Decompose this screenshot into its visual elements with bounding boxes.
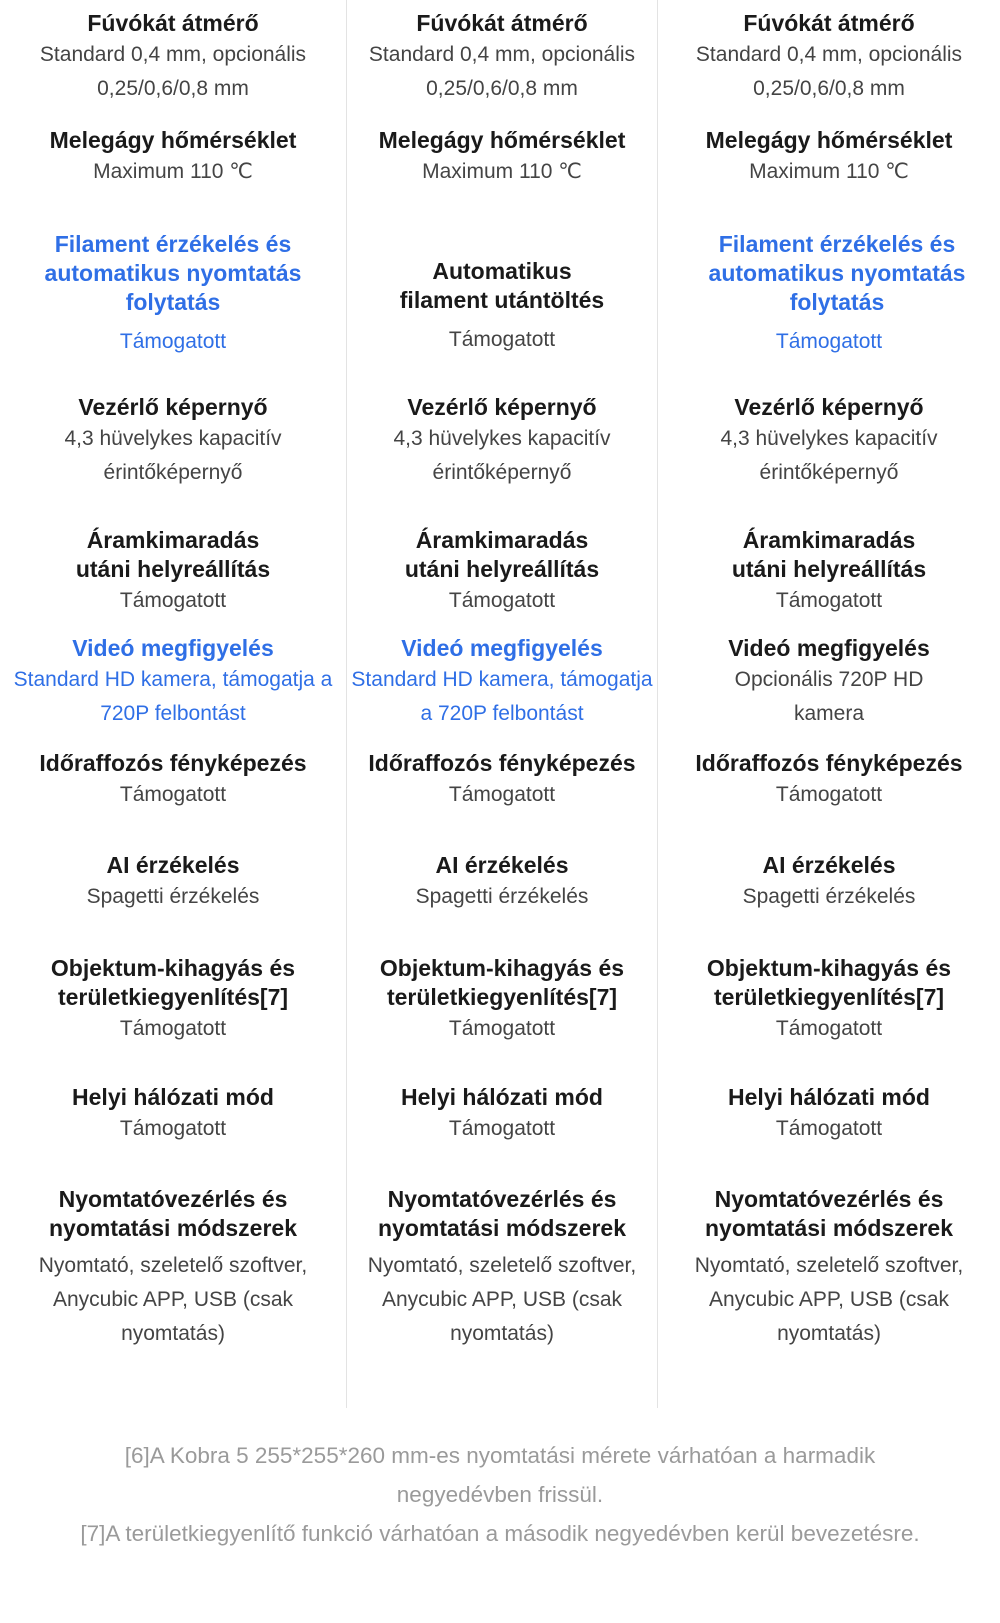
spec-timelapse [658,749,1000,812]
spec-value: Standard 0,4 mm, opcionális 0,25/0,6/0,8 mm [368,43,636,100]
spec-value: Támogatott [448,1017,556,1040]
spec-title: Időraffozós fényképezés [695,750,963,776]
spec-value: Spagetti érzékelés [742,885,916,908]
spec-value: Opcionális 720P HD kamera [734,668,924,725]
spec-bed-temp [0,126,346,189]
spec-title: Videó megfigyelés [401,635,603,661]
spec-value: Standard 0,4 mm, opcionális 0,25/0,6/0,8 mm [695,43,963,100]
spec-control [0,1185,346,1351]
spec-control [658,1185,1000,1351]
spec-lan [658,1083,1000,1146]
spec-title: AI érzékelés [435,852,569,878]
spec-power-recovery [0,526,346,618]
spec-title: Nyomtatóvezérlés és nyomtatási módszerek [705,1186,953,1241]
spec-title: AI érzékelés [762,852,896,878]
spec-value: 4,3 hüvelykes kapacitív érintőképernyő [393,427,611,484]
spec-power-recovery [658,526,1000,618]
spec-value: Támogatott [119,1017,227,1040]
spec-filament-refill [347,257,657,357]
spec-nozzle [0,9,346,106]
spec-value: Maximum 110 ℃ [93,160,253,183]
spec-value: 4,3 hüvelykes kapacitív érintőképernyő [64,427,282,484]
spec-title: Időraffozós fényképezés [39,750,307,776]
spec-ai [658,851,1000,914]
spec-bed-temp [658,126,1000,189]
spec-value: Támogatott [119,1117,227,1140]
spec-value: Támogatott [119,589,227,612]
footnote: [6]A Kobra 5 255*255*260 mm-es nyomtatási mérete várhatóan a harmadik negyedévben frissül. [124,1443,876,1507]
spec-value: Támogatott [775,589,883,612]
spec-value: Nyomtató, szeletelő szoftver, Anycubic APP, USB (csak nyomtatás) [38,1254,308,1345]
footnote: [7]A területkiegyenlítő funkció várhatóan a második negyedévben kerül bevezetésre. [80,1521,920,1546]
spec-ai [347,851,657,914]
spec-title: Filament érzékelés és automatikus nyomtatás folytatás [708,231,966,315]
spec-value: Támogatott [448,589,556,612]
spec-value: Támogatott [119,783,227,806]
spec-value: Támogatott [775,330,883,353]
spec-title: Nyomtatóvezérlés és nyomtatási módszerek [49,1186,297,1241]
spec-title: Melegágy hőmérséklet [378,127,626,153]
spec-value: Támogatott [775,783,883,806]
spec-value: Támogatott [775,1017,883,1040]
spec-title: Időraffozós fényképezés [368,750,636,776]
spec-value: Spagetti érzékelés [415,885,589,908]
spec-ai [0,851,346,914]
spec-title: Videó megfigyelés [72,635,274,661]
spec-title: Helyi hálózati mód [401,1084,603,1110]
spec-value: Támogatott [448,328,556,351]
spec-filament [0,230,346,359]
spec-nozzle [347,9,657,106]
spec-video [658,634,1000,731]
spec-video [0,634,346,731]
spec-title: Fúvókát átmérő [416,10,588,36]
spec-title: Melegágy hőmérséklet [49,127,297,153]
spec-title: Vezérlő képernyő [734,394,924,420]
spec-object-skip [658,954,1000,1046]
spec-bed-temp [347,126,657,189]
spec-title: Fúvókát átmérő [743,10,915,36]
spec-value: Nyomtató, szeletelő szoftver, Anycubic APP, USB (csak nyomtatás) [694,1254,964,1345]
spec-title: Vezérlő képernyő [407,394,597,420]
spec-nozzle [658,9,1000,106]
spec-timelapse [0,749,346,812]
spec-title: Objektum-kihagyás és területkiegyenlítés[7] [50,955,296,1010]
spec-title: Áramkimaradás utáni helyreállítás [75,527,271,582]
spec-title: Áramkimaradás utáni helyreállítás [404,527,600,582]
footnotes [70,1436,930,1553]
spec-value: Nyomtató, szeletelő szoftver, Anycubic APP, USB (csak nyomtatás) [367,1254,637,1345]
spec-title: Automatikus filament utántöltés [399,258,605,313]
spec-title: Melegágy hőmérséklet [705,127,953,153]
spec-control [347,1185,657,1351]
spec-value: 4,3 hüvelykes kapacitív érintőképernyő [720,427,938,484]
spec-title: Nyomtatóvezérlés és nyomtatási módszerek [378,1186,626,1241]
spec-value: Standard HD kamera, támogatja a 720P felbontást [13,668,333,725]
spec-title: Filament érzékelés és automatikus nyomtatás folytatás [44,231,302,315]
spec-value: Támogatott [448,783,556,806]
spec-screen [0,393,346,490]
spec-title: Vezérlő képernyő [78,394,268,420]
spec-object-skip [347,954,657,1046]
spec-title: Helyi hálózati mód [72,1084,274,1110]
spec-title: Helyi hálózati mód [728,1084,930,1110]
spec-value: Standard HD kamera, támogatja a 720P felbontást [351,668,653,725]
spec-title: AI érzékelés [106,852,240,878]
spec-value: Támogatott [448,1117,556,1140]
spec-lan [347,1083,657,1146]
spec-value: Spagetti érzékelés [86,885,260,908]
spec-value: Maximum 110 ℃ [749,160,909,183]
spec-power-recovery [347,526,657,618]
spec-title: Fúvókát átmérő [87,10,259,36]
spec-screen [347,393,657,490]
spec-title: Objektum-kihagyás és területkiegyenlítés[7] [379,955,625,1010]
spec-title: Videó megfigyelés [728,635,930,661]
spec-video [347,634,657,731]
spec-value: Maximum 110 ℃ [422,160,582,183]
spec-screen [658,393,1000,490]
spec-timelapse [347,749,657,812]
spec-lan [0,1083,346,1146]
spec-title: Áramkimaradás utáni helyreállítás [731,527,927,582]
spec-object-skip [0,954,346,1046]
spec-title: Objektum-kihagyás és területkiegyenlítés[7] [706,955,952,1010]
spec-value: Standard 0,4 mm, opcionális 0,25/0,6/0,8 mm [39,43,307,100]
spec-filament [658,230,1000,359]
spec-value: Támogatott [119,330,227,353]
spec-value: Támogatott [775,1117,883,1140]
